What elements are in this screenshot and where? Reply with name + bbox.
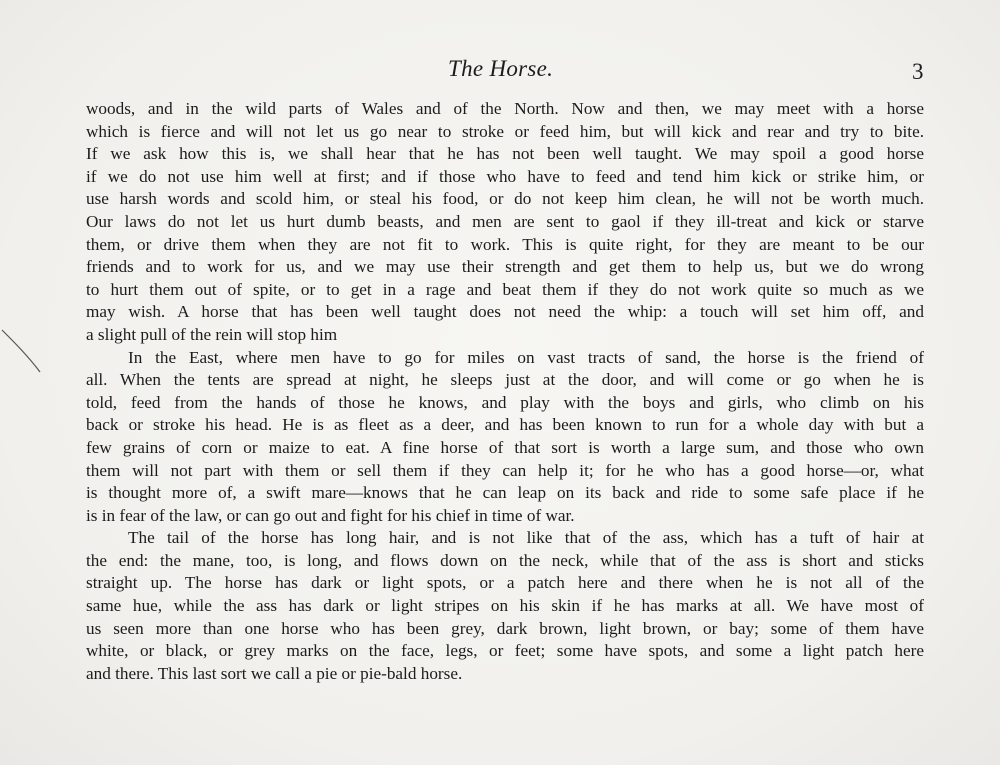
text-line: may wish. A horse that has been well taught does not need the whip: a touch will set him off, and — [86, 302, 924, 322]
text-line: and there. This last sort we call a pie or pie-bald horse. — [86, 663, 463, 683]
paragraph-3 — [86, 527, 924, 685]
text-line: use harsh words and scold him, or steal his food, or do not keep him clean, he will not be worth much. — [86, 189, 924, 209]
text-line: back or stroke his head. He is as fleet as a deer, and has been known to run for a whole day with but a — [86, 415, 924, 435]
page-number: 3 — [912, 59, 924, 84]
text-line: white, or black, or grey marks on the face, legs, or feet; some have spots, and some a light patch here — [86, 641, 924, 661]
text-line: told, feed from the hands of those he knows, and play with the boys and girls, who climb on his — [86, 392, 924, 412]
text-line: same hue, while the ass has dark or light stripes on his skin if he has marks at all. We have most of — [86, 596, 924, 616]
text-line: friends and to work for us, and we may use their strength and get them to help us, but we do wrong — [86, 257, 924, 277]
text-line: all. When the tents are spread at night, he sleeps just at the door, and will come or go when he is — [86, 370, 924, 390]
text-line: a slight pull of the rein will stop him — [86, 324, 338, 344]
running-title: The Horse. — [448, 56, 554, 81]
text-line: them, or drive them when they are not fit to work. This is quite right, for they are meant to be our — [86, 234, 924, 254]
text-line: woods, and in the wild parts of Wales and of the North. Now and then, we may meet with a horse — [86, 99, 924, 118]
text-line: to hurt them out of spite, or to get in a rage and beat them if they do not work quite so much as we — [86, 279, 924, 299]
body-text — [86, 98, 924, 685]
text-line: us seen more than one horse who has been grey, dark brown, light brown, or bay; some of them have — [86, 618, 924, 638]
paragraph-2 — [86, 347, 924, 528]
running-head — [0, 56, 1000, 86]
text-line: the end: the mane, too, is long, and flows down on the neck, while that of the ass is short and sticks — [86, 550, 924, 570]
scan-artifact-mark — [0, 326, 44, 376]
text-line: straight up. The horse has dark or light spots, or a patch here and there when he is not all of the — [86, 573, 924, 593]
text-line: few grains of corn or maize to eat. A fine horse of that sort is worth a large sum, and those who own — [86, 437, 924, 457]
text-line: In the East, where men have to go for miles on vast tracts of sand, the horse is the friend of — [128, 347, 924, 367]
text-line: If we ask how this is, we shall hear that he has not been well taught. We may spoil a good horse — [86, 144, 924, 164]
text-line: which is fierce and will not let us go near to stroke or feed him, but will kick and rear and try to bite. — [86, 121, 924, 141]
text-line: Our laws do not let us hurt dumb beasts, and men are sent to gaol if they ill-treat and kick or starve — [86, 211, 924, 231]
text-line: The tail of the horse has long hair, and is not like that of the ass, which has a tuft of hair at — [128, 528, 924, 548]
text-line: is in fear of the law, or can go out and fight for his chief in time of war. — [86, 505, 575, 525]
paragraph-1 — [86, 98, 924, 347]
text-line: is thought more of, a swift mare—knows that he can leap on its back and ride to some safe place if he — [86, 483, 924, 503]
text-line: if we do not use him well at first; and if those who have to feed and tend him kick or strike him, or — [86, 166, 924, 186]
text-line: them will not part with them or sell them if they can help it; for he who has a good horse—or, what — [86, 460, 924, 480]
